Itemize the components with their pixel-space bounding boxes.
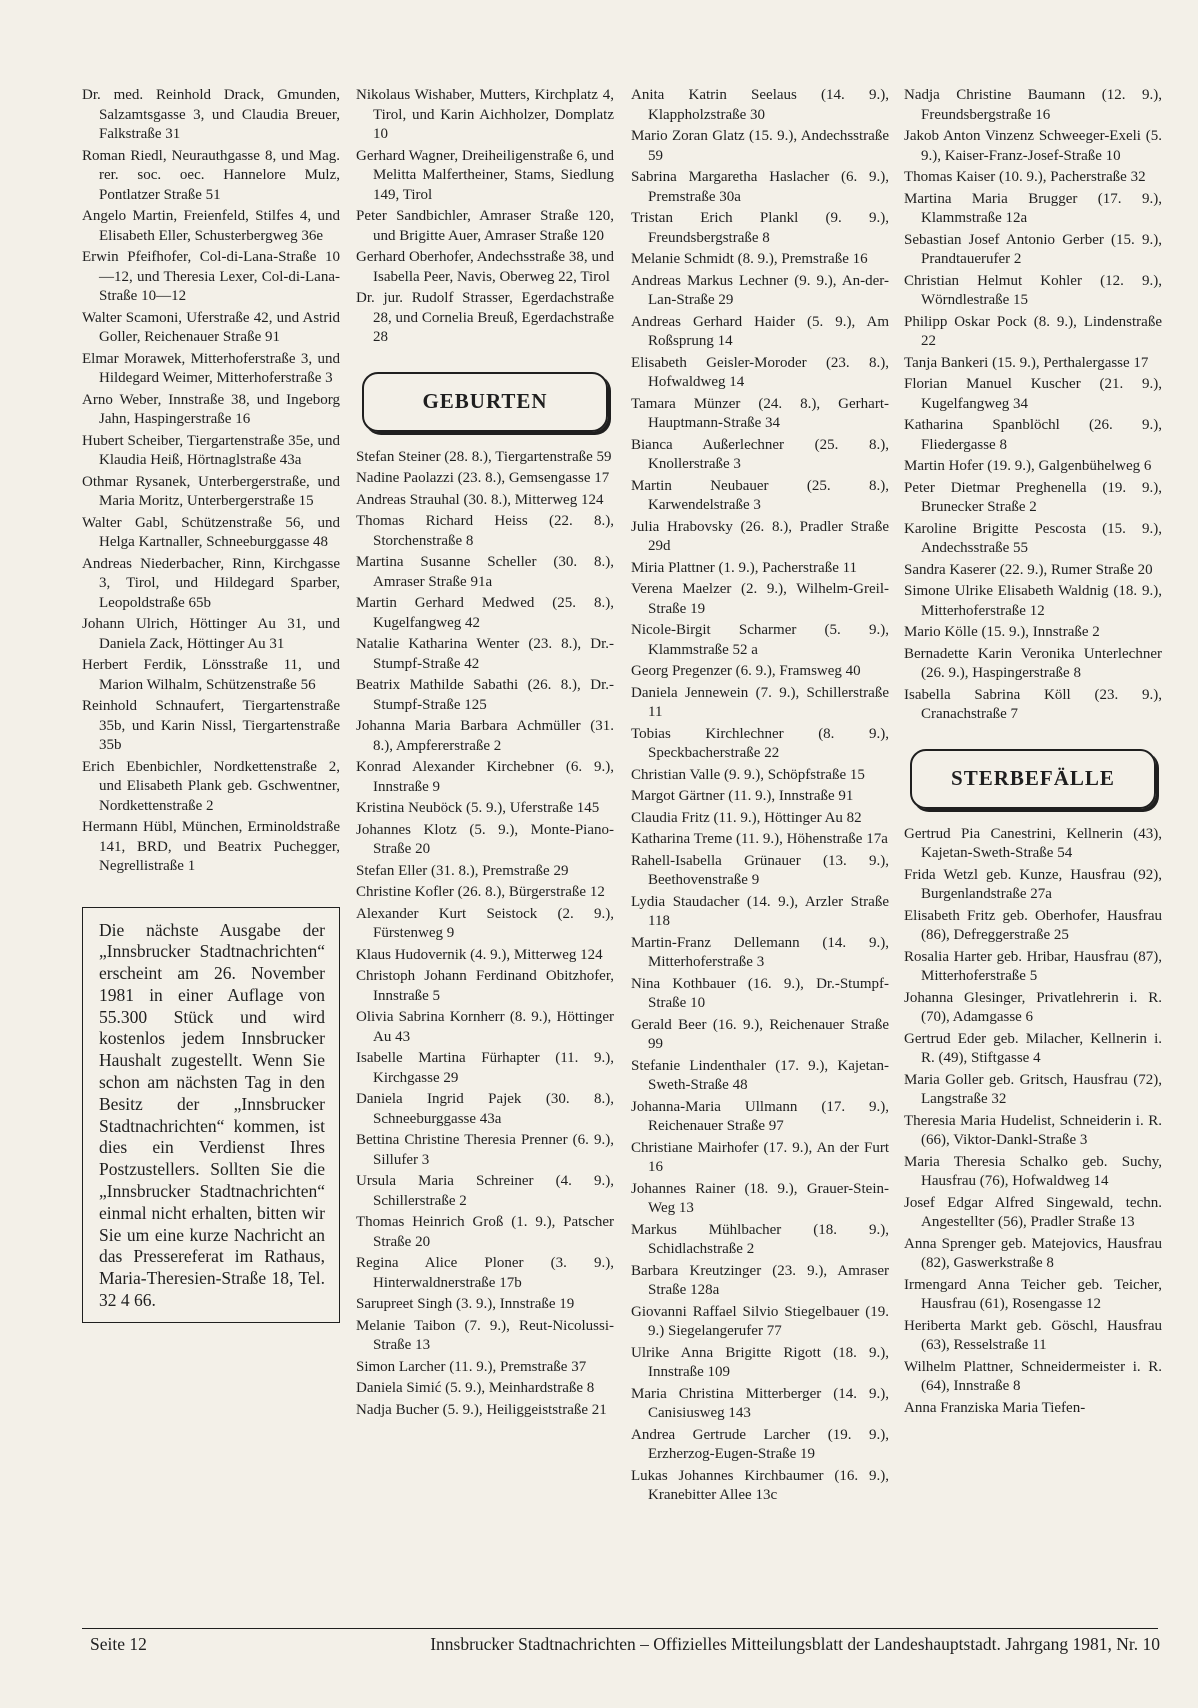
list-item: Maria Christina Mitterberger (14. 9.), Canisiusweg 143 [631, 1385, 889, 1421]
list-item: Andreas Niederbacher, Rinn, Kirchgasse 3, Tirol, und Hildegard Sparber, Leopoldstraße 65b [82, 555, 340, 611]
list-item: Nikolaus Wishaber, Mutters, Kirchplatz 4, Tirol, und Karin Aichholzer, Domplatz 10 [356, 87, 614, 142]
list-item: Sandra Kaserer (22. 9.), Rumer Straße 20 [904, 561, 1153, 578]
list-item: Martin Hofer (19. 9.), Galgenbühelweg 6 [904, 458, 1152, 474]
list-item: Maria Theresia Schalko geb. Suchy, Hausfrau (76), Hofwaldweg 14 [904, 1153, 1162, 1189]
list-item: Anita Katrin Seelaus (14. 9.), Klappholzstraße 30 [631, 87, 889, 123]
list-item: Daniela Simić (5. 9.), Meinhardstraße 8 [356, 1380, 595, 1396]
next-issue-notice: Die nächste Ausgabe der „Innsbrucker Stadtnachrichten“ erscheint am 26. November 1981 in einer Auflage von 55.300 Stück und wird kostenlos jedem Innsbrucker Haushalt zugestellt. Wenn Sie schon am nächsten Tag in den Besitz der „Innsbrucker Stadtnachrichten“ kommen, ist dies ein Verdienst Ihres Postzustellers. Sollten Sie die „Innsbrucker Stadtnachrichten“ einmal nicht erhalten, bitten wir Sie um eine kurze Nachricht an das Pressereferat im Rathaus, Maria-Theresien-Straße 18, Tel. 32 4 66. [82, 907, 340, 1323]
list-item: Martina Susanne Scheller (30. 8.), Amraser Straße 91a [356, 554, 614, 590]
list-item: Olivia Sabrina Kornherr (8. 9.), Höttinger Au 43 [356, 1009, 614, 1045]
list-item: Bettina Christine Theresia Prenner (6. 9.), Sillufer 3 [356, 1132, 614, 1168]
list-item: Claudia Fritz (11. 9.), Höttinger Au 82 [631, 809, 862, 826]
list-item: Christiane Mairhofer (17. 9.), An der Furt 16 [631, 1139, 889, 1175]
list-item: Isabelle Martina Fürhapter (11. 9.), Kirchgasse 29 [356, 1050, 614, 1086]
column-3 [631, 86, 889, 1508]
list-item: Erich Ebenbichler, Nordkettenstraße 2, und Elisabeth Plank geb. Gschwentner, Nordkettenstraße 2 [82, 758, 340, 814]
list-item: Johanna-Maria Ullmann (17. 9.), Reichenauer Straße 97 [631, 1098, 889, 1134]
list-item: Thomas Heinrich Groß (1. 9.), Patscher Straße 20 [356, 1214, 614, 1250]
list-item: Margot Gärtner (11. 9.), Innstraße 91 [631, 788, 854, 804]
list-item: Bernadette Karin Veronika Unterlechner (26. 9.), Haspingerstraße 8 [904, 645, 1162, 681]
list-item: Simone Ulrike Elisabeth Waldnig (18. 9.), Mitterhoferstraße 12 [904, 583, 1162, 619]
list-item: Beatrix Mathilde Sabathi (26. 8.), Dr.-Stumpf-Straße 125 [356, 677, 614, 713]
list-item: Nicole-Birgit Scharmer (5. 9.), Klammstraße 52 a [631, 622, 889, 658]
list-item: Ursula Maria Schreiner (4. 9.), Schillerstraße 2 [356, 1173, 614, 1209]
list-item: Verena Maelzer (2. 9.), Wilhelm-Greil-Straße 19 [631, 581, 889, 617]
list-item: Andrea Gertrude Larcher (19. 9.), Erzherzog-Eugen-Straße 19 [631, 1426, 889, 1462]
list-item: Johannes Klotz (5. 9.), Monte-Piano-Straße 20 [356, 821, 614, 857]
list-item: Hermann Hübl, München, Erminoldstraße 141, BRD, und Beatrix Puchegger, Negrellistraße 1 [82, 819, 340, 874]
list-item: Tobias Kirchlechner (8. 9.), Speckbacherstraße 22 [631, 725, 889, 761]
list-item: Gerald Beer (16. 9.), Reichenauer Straße 99 [631, 1016, 889, 1052]
list-item: Regina Alice Ploner (3. 9.), Hinterwaldnerstraße 17b [356, 1255, 614, 1291]
list-item: Nadja Christine Baumann (12. 9.), Freundsbergstraße 16 [904, 87, 1162, 123]
list-item: Othmar Rysanek, Unterbergerstraße, und Maria Moritz, Unterbergerstraße 15 [82, 473, 340, 509]
list-item: Roman Riedl, Neurauthgasse 8, und Mag. rer. soc. oec. Hannelore Mulz, Pontlatzer Straße 51 [82, 147, 340, 203]
list-item: Barbara Kreutzinger (23. 9.), Amraser Straße 128a [631, 1262, 889, 1298]
birth-list [356, 448, 614, 1421]
marriage-list-continued [356, 86, 614, 348]
list-item: Thomas Kaiser (10. 9.), Pacherstraße 32 [904, 169, 1146, 185]
list-item: Nadja Bucher (5. 9.), Heiliggeiststraße 21 [356, 1401, 607, 1418]
list-item: Maria Goller geb. Gritsch, Hausfrau (72), Langstraße 32 [904, 1071, 1162, 1107]
list-item: Georg Pregenzer (6. 9.), Framsweg 40 [631, 663, 861, 679]
list-item: Elisabeth Geisler-Moroder (23. 8.), Hofwaldweg 14 [631, 354, 889, 390]
list-item: Bianca Außerlechner (25. 8.), Knollerstraße 3 [631, 436, 889, 472]
list-item: Lydia Staudacher (14. 9.), Arzler Straße 118 [631, 893, 889, 929]
list-item: Gerhard Wagner, Dreiheiligenstraße 6, und Melitta Malfertheiner, Stams, Siedlung 149, Tirol [356, 147, 614, 203]
list-item: Nadine Paolazzi (23. 8.), Gemsengasse 17 [356, 470, 610, 486]
list-item: Dr. jur. Rudolf Strasser, Egerdachstraße 28, und Cornelia Breuß, Egerdachstraße 28 [356, 290, 614, 345]
list-item: Johannes Rainer (18. 9.), Grauer-Stein-Weg 13 [631, 1180, 889, 1216]
list-item: Melanie Taibon (7. 9.), Reut-Nicolussi-Straße 13 [356, 1317, 614, 1353]
list-item: Rosalia Harter geb. Hribar, Hausfrau (87), Mitterhoferstraße 5 [904, 948, 1162, 984]
list-item: Katharina Treme (11. 9.), Höhenstraße 17a [631, 831, 888, 847]
list-item: Andreas Markus Lechner (9. 9.), An-der-Lan-Straße 29 [631, 272, 889, 308]
footer-rule [82, 1628, 1158, 1629]
list-item: Anna Sprenger geb. Matejovics, Hausfrau (82), Gaswerkstraße 8 [904, 1235, 1162, 1271]
list-item: Stefanie Lindenthaler (17. 9.), Kajetan-Sweth-Straße 48 [631, 1057, 889, 1093]
list-item: Gertrud Pia Canestrini, Kellnerin (43), Kajetan-Sweth-Straße 54 [904, 825, 1162, 861]
list-item: Johanna Maria Barbara Achmüller (31. 8.), Ampfererstraße 2 [356, 718, 614, 754]
list-item: Isabella Sabrina Köll (23. 9.), Cranachstraße 7 [904, 686, 1162, 722]
birth-list-end [904, 86, 1162, 725]
list-item: Melanie Schmidt (8. 9.), Premstraße 16 [631, 251, 868, 267]
list-item: Thomas Richard Heiss (22. 8.), Storchenstraße 8 [356, 513, 614, 549]
list-item: Giovanni Raffael Silvio Stiegelbauer (19. 9.) Siegelangerufer 77 [631, 1303, 889, 1339]
list-item: Mario Zoran Glatz (15. 9.), Andechsstraße 59 [631, 128, 889, 164]
list-item: Dr. med. Reinhold Drack, Gmunden, Salzamtsgasse 3, und Claudia Breuer, Falkstraße 31 [82, 87, 340, 142]
list-item: Herbert Ferdik, Lönsstraße 11, und Marion Wilhalm, Schützenstraße 56 [82, 657, 340, 693]
list-item: Peter Sandbichler, Amraser Straße 120, und Brigitte Auer, Amraser Straße 120 [356, 208, 614, 244]
list-item: Philipp Oskar Pock (8. 9.), Lindenstraße 22 [904, 313, 1162, 349]
list-item: Markus Mühlbacher (18. 9.), Schidlachstraße 2 [631, 1221, 889, 1257]
list-item: Josef Edgar Alfred Singewald, techn. Angestellter (56), Pradler Straße 13 [904, 1194, 1162, 1230]
list-item: Ulrike Anna Brigitte Rigott (18. 9.), Innstraße 109 [631, 1344, 889, 1380]
list-item: Martin-Franz Dellemann (14. 9.), Mitterhoferstraße 3 [631, 934, 889, 970]
list-item: Daniela Ingrid Pajek (30. 8.), Schneeburggasse 43a [356, 1091, 614, 1127]
list-item: Kristina Neuböck (5. 9.), Uferstraße 145 [356, 800, 600, 816]
list-item: Sebastian Josef Antonio Gerber (15. 9.), Prandtauerufer 2 [904, 231, 1162, 267]
list-item: Alexander Kurt Seistock (2. 9.), Fürstenweg 9 [356, 905, 614, 941]
list-item: Sarupreet Singh (3. 9.), Innstraße 19 [356, 1296, 575, 1312]
list-item: Karoline Brigitte Pescosta (15. 9.), Andechsstraße 55 [904, 520, 1162, 556]
page-footer [90, 1634, 1160, 1655]
list-item: Nina Kothbauer (16. 9.), Dr.-Stumpf-Straße 10 [631, 975, 889, 1011]
list-item: Miria Plattner (1. 9.), Pacherstraße 11 [631, 559, 858, 576]
list-item: Theresia Maria Hudelist, Schneiderin i. R. (66), Viktor-Dankl-Straße 3 [904, 1112, 1162, 1148]
list-item: Rahell-Isabella Grünauer (13. 9.), Beethovenstraße 9 [631, 852, 889, 888]
list-item: Angelo Martin, Freienfeld, Stilfes 4, und Elisabeth Eller, Schusterbergweg 36e [82, 208, 340, 244]
column-4 [904, 86, 1162, 1420]
list-item: Andreas Strauhal (30. 8.), Mitterweg 124 [356, 491, 604, 508]
list-item: Klaus Hudovernik (4. 9.), Mitterweg 124 [356, 946, 603, 963]
list-item: Christian Valle (9. 9.), Schöpfstraße 15 [631, 766, 865, 783]
list-item: Christine Kofler (26. 8.), Bürgerstraße 12 [356, 884, 605, 900]
list-item: Jakob Anton Vinzenz Schweeger-Exeli (5. 9.), Kaiser-Franz-Josef-Straße 10 [904, 128, 1162, 164]
list-item: Natalie Katharina Wenter (23. 8.), Dr.-Stumpf-Straße 42 [356, 636, 614, 672]
list-item: Stefan Steiner (28. 8.), Tiergartenstraße 59 [356, 448, 612, 465]
list-item: Martin Gerhard Medwed (25. 8.), Kugelfangweg 42 [356, 595, 614, 631]
list-item: Wilhelm Plattner, Schneidermeister i. R. (64), Innstraße 8 [904, 1358, 1162, 1394]
list-item: Hubert Scheiber, Tiergartenstraße 35e, und Klaudia Heiß, Hörtnaglstraße 43a [82, 432, 340, 468]
column-2 [356, 86, 614, 1422]
list-item: Stefan Eller (31. 8.), Premstraße 29 [356, 862, 569, 879]
list-item: Johann Ulrich, Höttinger Au 31, und Daniela Zack, Höttinger Au 31 [82, 616, 340, 652]
list-item: Tanja Bankeri (15. 9.), Perthalergasse 17 [904, 354, 1149, 371]
list-item: Lukas Johannes Kirchbaumer (16. 9.), Kranebitter Allee 13c [631, 1467, 889, 1503]
list-item: Christoph Johann Ferdinand Obitzhofer, Innstraße 5 [356, 968, 614, 1004]
list-item: Julia Hrabovsky (26. 8.), Pradler Straße 29d [631, 518, 889, 554]
section-heading-sterbefaelle: STERBEFÄLLE [910, 749, 1156, 809]
birth-list-continued [631, 86, 889, 1506]
list-item: Arno Weber, Innstraße 38, und Ingeborg Jahn, Haspingerstraße 16 [82, 391, 340, 427]
list-item: Christian Helmut Kohler (12. 9.), Wörndlestraße 15 [904, 272, 1162, 308]
list-item: Mario Kölle (15. 9.), Innstraße 2 [904, 624, 1100, 640]
list-item: Florian Manuel Kuscher (21. 9.), Kugelfangweg 34 [904, 376, 1162, 412]
publication-title: Innsbrucker Stadtnachrichten – Offizielles Mitteilungsblatt der Landeshauptstadt. Jahrgang 1981, Nr. 10 [430, 1634, 1160, 1654]
list-item: Martin Neubauer (25. 8.), Karwendelstraße 3 [631, 477, 889, 513]
column-1-trauungen [82, 86, 340, 1323]
marriage-list [82, 86, 340, 877]
list-item: Walter Scamoni, Uferstraße 42, und Astrid Goller, Reichenauer Straße 91 [82, 309, 340, 345]
list-item: Walter Gabl, Schützenstraße 56, und Helga Kartnaller, Schneeburggasse 48 [82, 514, 340, 550]
list-item: Tristan Erich Plankl (9. 9.), Freundsbergstraße 8 [631, 210, 889, 246]
section-heading-geburten: GEBURTEN [362, 372, 608, 432]
list-item: Heriberta Markt geb. Göschl, Hausfrau (63), Resselstraße 11 [904, 1317, 1162, 1353]
page-number: Seite 12 [90, 1634, 147, 1654]
death-list [904, 825, 1162, 1419]
list-item: Daniela Jennewein (7. 9.), Schillerstraße 11 [631, 684, 889, 720]
list-item: Gertrud Eder geb. Milacher, Kellnerin i. R. (49), Stiftgasse 4 [904, 1030, 1162, 1066]
list-item: Johanna Glesinger, Privatlehrerin i. R. (70), Adamgasse 6 [904, 989, 1162, 1025]
list-item: Andreas Gerhard Haider (5. 9.), Am Roßsprung 14 [631, 313, 889, 349]
list-item: Reinhold Schnaufert, Tiergartenstraße 35b, und Karin Nissl, Tiergartenstraße 35b [82, 698, 340, 753]
list-item: Tamara Münzer (24. 8.), Gerhart-Hauptmann-Straße 34 [631, 395, 889, 431]
list-item: Sabrina Margaretha Haslacher (6. 9.), Premstraße 30a [631, 169, 889, 205]
list-item: Martina Maria Brugger (17. 9.), Klammstraße 12a [904, 190, 1162, 226]
list-item: Anna Franziska Maria Tiefen- [904, 1399, 1086, 1416]
list-item: Gerhard Oberhofer, Andechsstraße 38, und Isabella Peer, Navis, Oberweg 22, Tirol [356, 249, 614, 285]
list-item: Katharina Spanblöchl (26. 9.), Fliedergasse 8 [904, 417, 1162, 453]
list-item: Erwin Pfeifhofer, Col-di-Lana-Straße 10—12, und Theresia Lexer, Col-di-Lana-Straße 10—12 [82, 249, 340, 304]
list-item: Konrad Alexander Kirchebner (6. 9.), Innstraße 9 [356, 759, 614, 795]
list-item: Irmengard Anna Teicher geb. Teicher, Hausfrau (61), Rosengasse 12 [904, 1276, 1162, 1312]
list-item: Peter Dietmar Preghenella (19. 9.), Brunecker Straße 2 [904, 479, 1162, 515]
list-item: Elmar Morawek, Mitterhoferstraße 3, und Hildegard Weimer, Mitterhoferstraße 3 [82, 350, 340, 386]
list-item: Elisabeth Fritz geb. Oberhofer, Hausfrau (86), Defreggerstraße 25 [904, 907, 1162, 943]
list-item: Frida Wetzl geb. Kunze, Hausfrau (92), Burgenlandstraße 27a [904, 866, 1162, 902]
list-item: Simon Larcher (11. 9.), Premstraße 37 [356, 1358, 587, 1375]
